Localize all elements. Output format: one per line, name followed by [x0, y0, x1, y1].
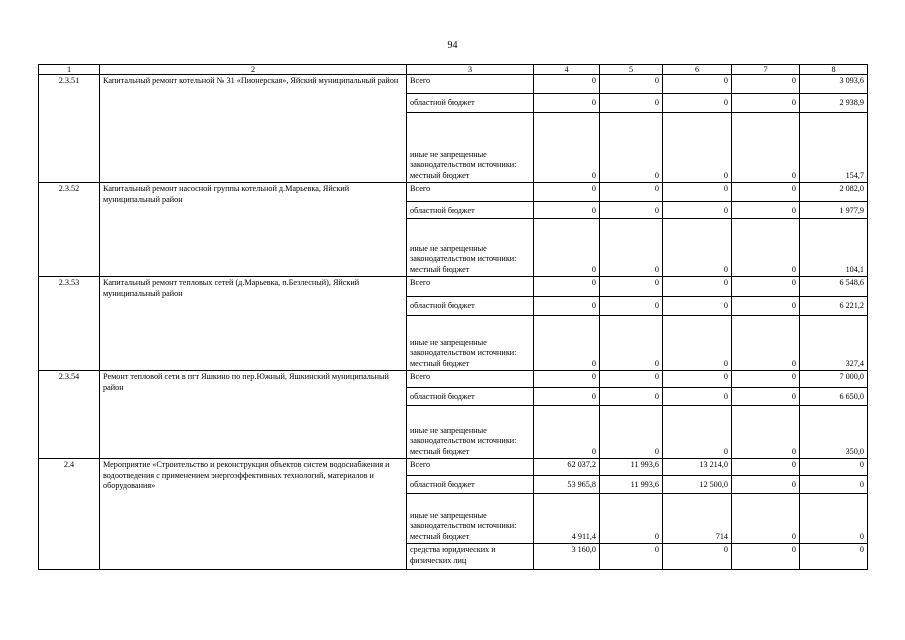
- value-cell: 6 221,2: [800, 297, 868, 316]
- other-sources-label: иные не запрещенные законодательством источники:: [410, 425, 517, 445]
- value-cell: 0: [600, 219, 663, 277]
- value-cell: 0: [663, 277, 732, 297]
- other-sources-label: иные не запрещенные законодательством источники:: [410, 337, 517, 357]
- value-cell: 6 650,0: [800, 388, 868, 406]
- other-sources-label: иные не запрещенные законодательством источники:: [410, 149, 517, 169]
- value-cell: 0: [600, 494, 663, 544]
- value-cell: 0: [732, 459, 800, 476]
- value-cell: 0: [732, 316, 800, 371]
- value-cell: 3 093,6: [800, 75, 868, 94]
- source-label: Всего: [407, 75, 534, 94]
- value-cell: 11 993,6: [600, 476, 663, 494]
- table-row: [39, 277, 868, 297]
- value-cell: 0: [732, 297, 800, 316]
- source-label: [407, 113, 534, 183]
- source-label: [407, 316, 534, 371]
- header-cell: 3: [407, 65, 534, 75]
- value-cell: 0: [534, 297, 600, 316]
- value-cell: 0: [600, 388, 663, 406]
- header-cell: 5: [600, 65, 663, 75]
- entry-code: 2.3.52: [39, 183, 100, 277]
- value-cell: 0: [534, 371, 600, 388]
- value-cell: 0: [800, 459, 868, 476]
- local-budget-label: местный бюджет: [410, 358, 470, 368]
- value-cell: 0: [534, 94, 600, 113]
- value-cell: 3 160,0: [534, 544, 600, 570]
- value-cell: 0: [663, 113, 732, 183]
- value-cell: 0: [600, 202, 663, 219]
- budget-table: [38, 64, 868, 570]
- value-cell: 0: [732, 494, 800, 544]
- value-cell: 0: [663, 219, 732, 277]
- page-number: 94: [447, 40, 458, 51]
- value-cell: 0: [732, 277, 800, 297]
- source-label: [407, 494, 534, 544]
- value-cell: 0: [534, 202, 600, 219]
- value-cell: 0: [534, 183, 600, 202]
- value-cell: 0: [534, 388, 600, 406]
- header-cell: 4: [534, 65, 600, 75]
- value-cell: 0: [732, 219, 800, 277]
- value-cell: 0: [732, 476, 800, 494]
- value-cell: 2 082,0: [800, 183, 868, 202]
- table-row: [39, 183, 868, 202]
- other-sources-label: иные не запрещенные законодательством источники:: [410, 510, 517, 530]
- value-cell: 0: [600, 183, 663, 202]
- entry-name: Капитальный ремонт котельной № 31 «Пионерская», Яйский муниципальный район: [100, 75, 407, 183]
- source-label: [407, 219, 534, 277]
- value-cell: 0: [800, 494, 868, 544]
- value-cell: 0: [732, 406, 800, 459]
- value-cell: 0: [600, 75, 663, 94]
- value-cell: 0: [663, 371, 732, 388]
- value-cell: 154,7: [800, 113, 868, 183]
- value-cell: 2 938,9: [800, 94, 868, 113]
- table-row: [39, 371, 868, 388]
- value-cell: 0: [663, 202, 732, 219]
- value-cell: 0: [663, 75, 732, 94]
- source-label: областной бюджет: [407, 94, 534, 113]
- value-cell: 0: [732, 183, 800, 202]
- entry-code: 2.4: [39, 459, 100, 570]
- value-cell: 0: [663, 388, 732, 406]
- source-label: Всего: [407, 277, 534, 297]
- value-cell: 11 993,6: [600, 459, 663, 476]
- value-cell: 0: [534, 75, 600, 94]
- local-budget-label: местный бюджет: [410, 531, 470, 541]
- value-cell: 13 214,0: [663, 459, 732, 476]
- table-row: [39, 75, 868, 94]
- value-cell: 0: [600, 94, 663, 113]
- value-cell: 0: [600, 406, 663, 459]
- local-budget-label: местный бюджет: [410, 170, 470, 180]
- source-label: Всего: [407, 371, 534, 388]
- header-cell: 7: [732, 65, 800, 75]
- value-cell: 12 500,0: [663, 476, 732, 494]
- source-label: областной бюджет: [407, 297, 534, 316]
- value-cell: 0: [663, 297, 732, 316]
- value-cell: 7 000,0: [800, 371, 868, 388]
- entry-code: 2.3.53: [39, 277, 100, 371]
- entry-code: 2.3.51: [39, 75, 100, 183]
- other-sources-label: иные не запрещенные законодательством источники:: [410, 243, 517, 263]
- value-cell: 0: [600, 277, 663, 297]
- entry-name: Капитальный ремонт насосной группы котельной д.Марьевка, Яйский муниципальный район: [100, 183, 407, 277]
- source-label: средства юридических и физических лиц: [407, 544, 534, 570]
- source-label: областной бюджет: [407, 388, 534, 406]
- value-cell: 1 977,9: [800, 202, 868, 219]
- value-cell: 350,0: [800, 406, 868, 459]
- value-cell: 53 965,8: [534, 476, 600, 494]
- value-cell: 0: [534, 219, 600, 277]
- header-cell: 2: [100, 65, 407, 75]
- entry-name: Мероприятие «Строительство и реконструкция объектов систем водоснабжения и водоотведения с применением энергоэффективных технологий, материалов и оборудования»: [100, 459, 407, 570]
- value-cell: 0: [663, 316, 732, 371]
- value-cell: 62 037,2: [534, 459, 600, 476]
- value-cell: 0: [732, 371, 800, 388]
- header-cell: 1: [39, 65, 100, 75]
- source-label: [407, 406, 534, 459]
- value-cell: 6 548,6: [800, 277, 868, 297]
- header-cell: 8: [800, 65, 868, 75]
- value-cell: 0: [534, 316, 600, 371]
- value-cell: 0: [732, 544, 800, 570]
- source-label: Всего: [407, 459, 534, 476]
- value-cell: 0: [663, 544, 732, 570]
- local-budget-label: местный бюджет: [410, 264, 470, 274]
- header-row: [39, 65, 868, 75]
- value-cell: 0: [534, 406, 600, 459]
- value-cell: 0: [600, 297, 663, 316]
- entry-code: 2.3.54: [39, 371, 100, 459]
- value-cell: 0: [663, 94, 732, 113]
- local-budget-label: местный бюджет: [410, 446, 470, 456]
- value-cell: 327,4: [800, 316, 868, 371]
- value-cell: 104,1: [800, 219, 868, 277]
- table-row: [39, 459, 868, 476]
- entry-name: Ремонт тепловой сети в пгт Яшкино по пер.Южный, Яшкинский муниципальный район: [100, 371, 407, 459]
- value-cell: 0: [663, 183, 732, 202]
- value-cell: 0: [800, 476, 868, 494]
- value-cell: 0: [663, 406, 732, 459]
- value-cell: 0: [732, 94, 800, 113]
- value-cell: 0: [600, 544, 663, 570]
- value-cell: 4 911,4: [534, 494, 600, 544]
- value-cell: 0: [732, 75, 800, 94]
- header-cell: 6: [663, 65, 732, 75]
- value-cell: 0: [732, 202, 800, 219]
- value-cell: 0: [600, 113, 663, 183]
- value-cell: 0: [600, 371, 663, 388]
- value-cell: 0: [534, 277, 600, 297]
- value-cell: 0: [600, 316, 663, 371]
- value-cell: 0: [732, 388, 800, 406]
- value-cell: 0: [800, 544, 868, 570]
- entry-name: Капитальный ремонт тепловых сетей (д.Марьевка, п.Безлесный), Яйский муниципальный район: [100, 277, 407, 371]
- value-cell: 714: [663, 494, 732, 544]
- source-label: Всего: [407, 183, 534, 202]
- value-cell: 0: [732, 113, 800, 183]
- source-label: областной бюджет: [407, 476, 534, 494]
- value-cell: 0: [534, 113, 600, 183]
- source-label: областной бюджет: [407, 202, 534, 219]
